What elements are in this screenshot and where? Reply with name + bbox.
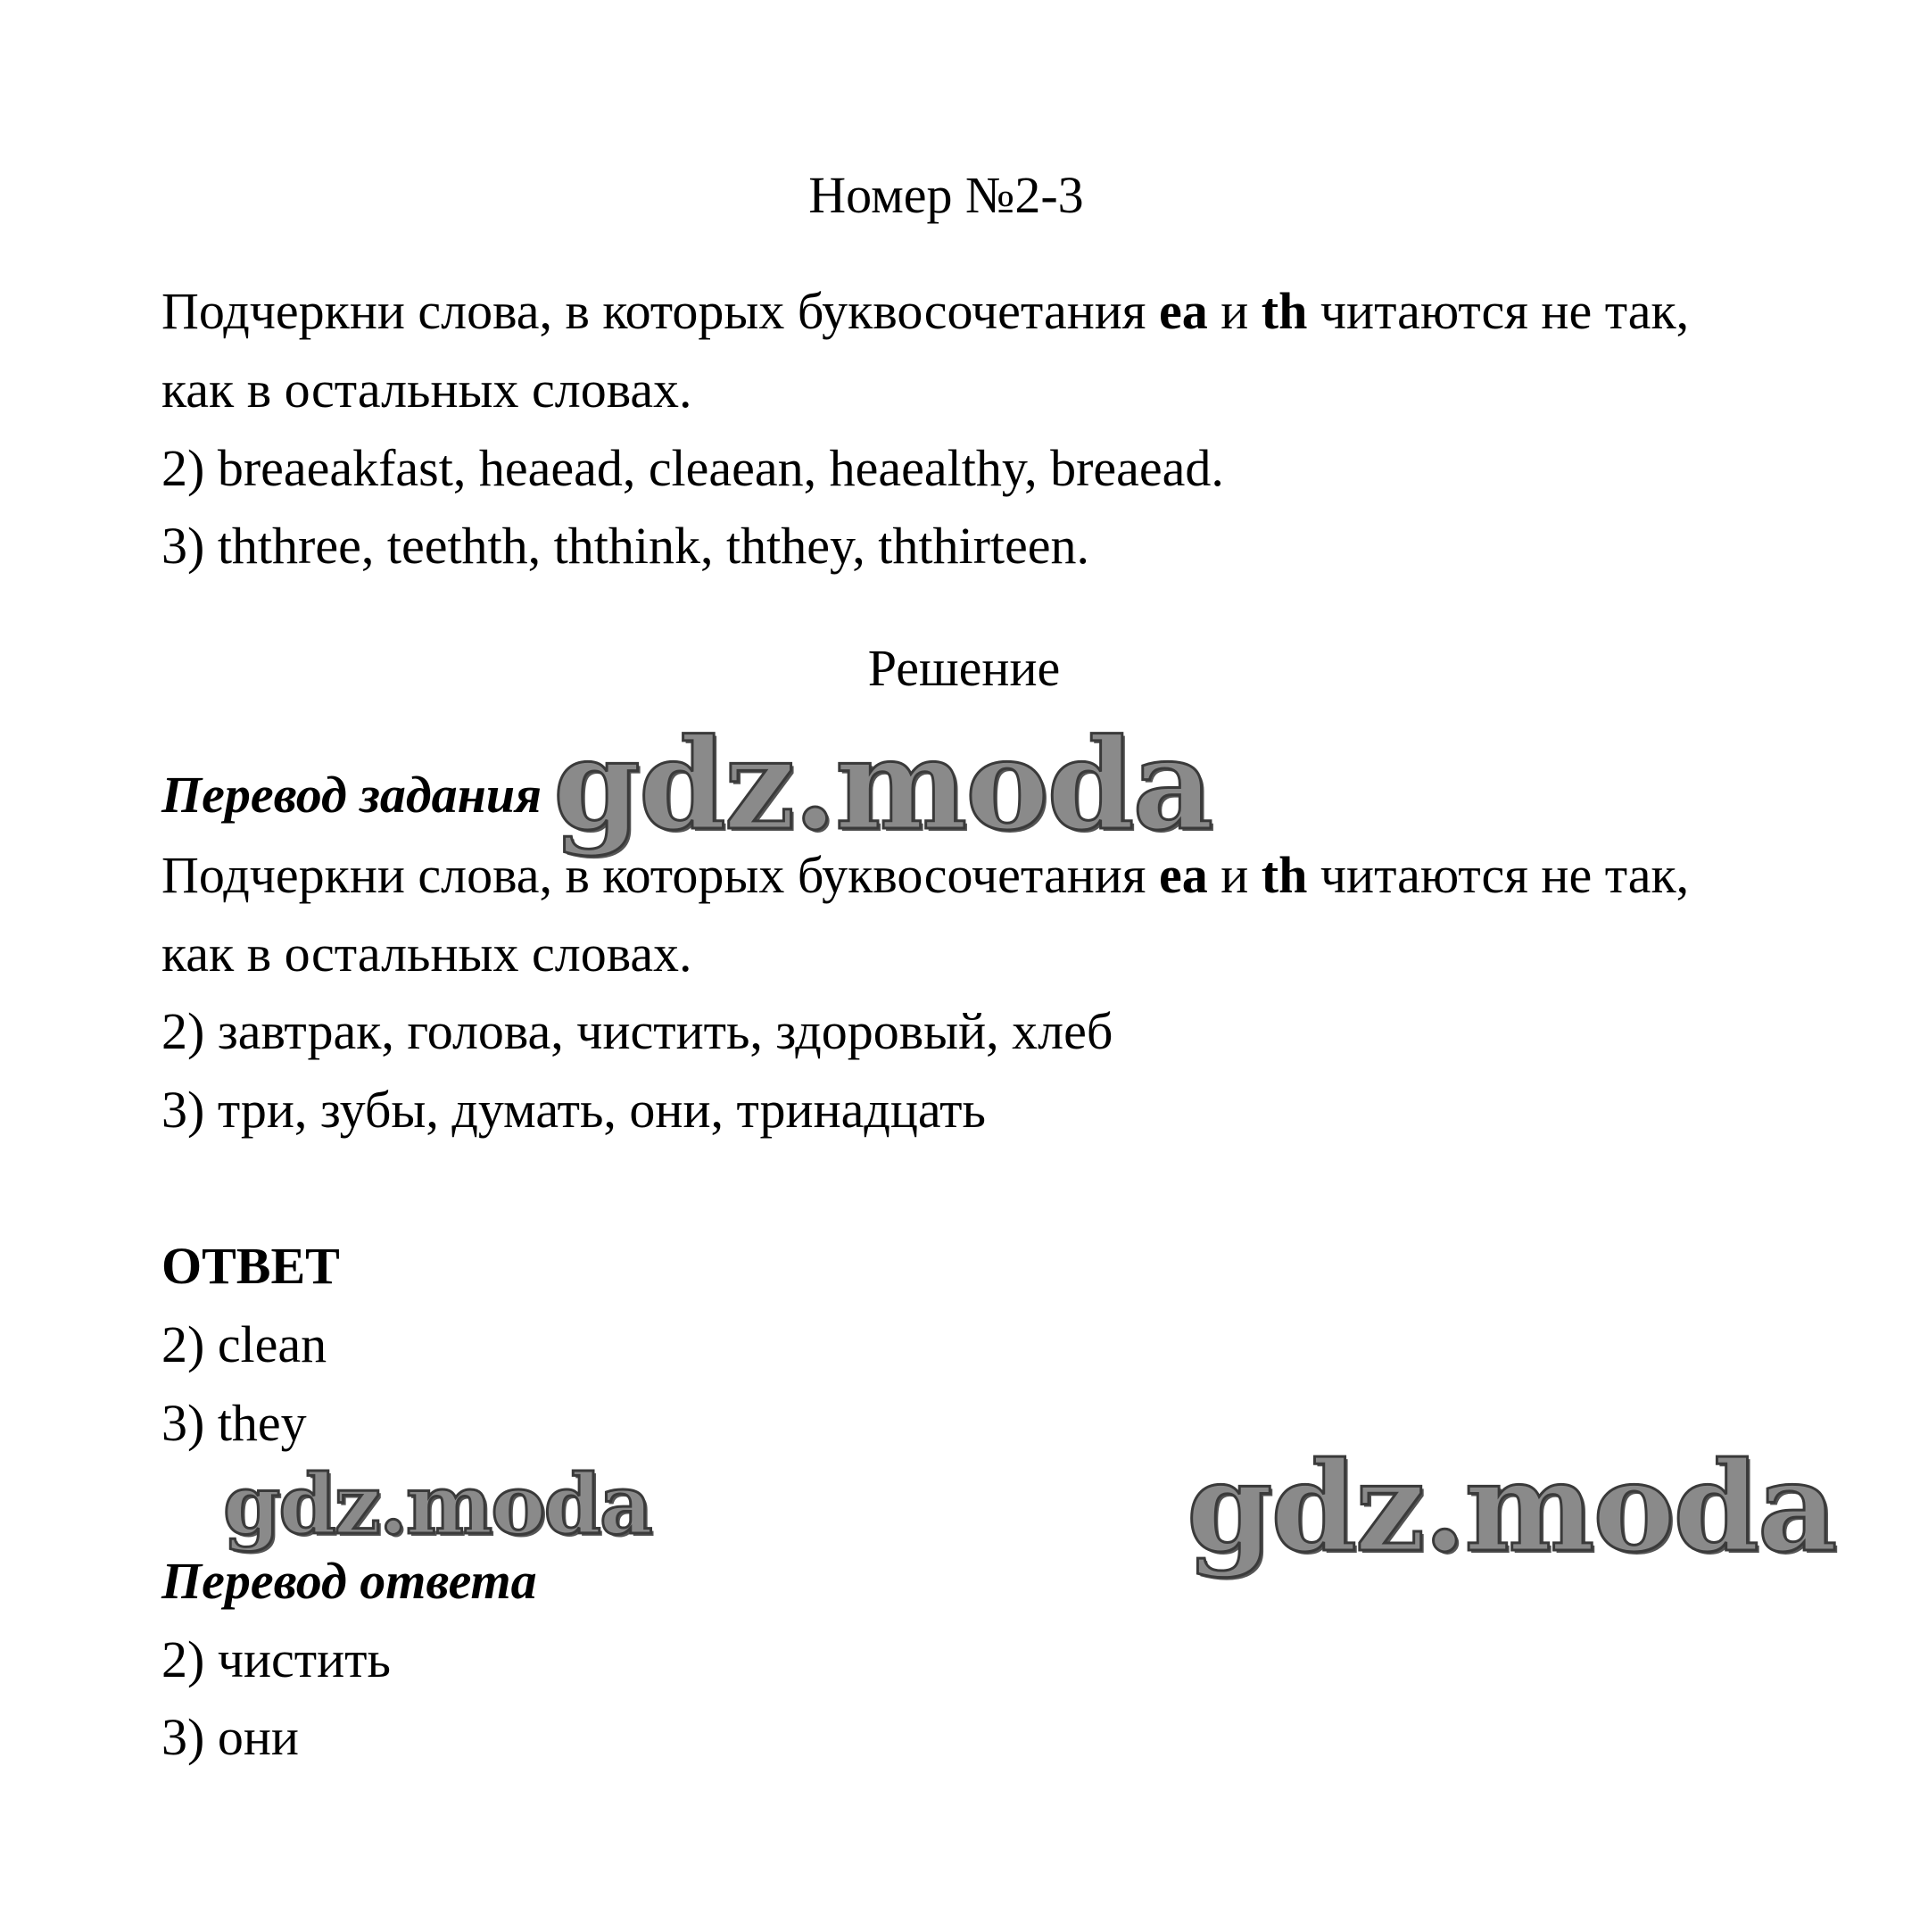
translation-instruction-line-2: как в остальных словах.: [161, 925, 692, 983]
answer-translation-heading: Перевод ответа: [161, 1552, 537, 1610]
answer-translation-item-2: 2) чистить: [161, 1630, 391, 1688]
translation-text-start: Подчеркни слова, в которых буквосочетания: [161, 846, 1159, 904]
answer-heading: ОТВЕТ: [161, 1237, 340, 1295]
watermark-logo-top: gdz.moda: [553, 712, 1212, 858]
task-instruction-line-1: [161, 282, 1690, 340]
translation-letter-combo-th: th: [1261, 846, 1308, 904]
task-instruction-text-start: Подчеркни слова, в которых буквосочетания: [161, 282, 1159, 340]
task-item-2: 2) breaeakfast, heaead, cleaean, heaealthy, breaead.: [161, 439, 1224, 497]
solution-heading: Решение: [867, 639, 1061, 697]
watermark-logo-right: gdz.moda: [1187, 1434, 1836, 1580]
task-instruction-conjunction: и: [1207, 282, 1262, 340]
letter-combo-th: th: [1261, 282, 1308, 340]
task-item-3: 3) ththree, teethth, ththink, ththey, ththirteen.: [161, 517, 1089, 575]
task-instruction-text-end: читаются не так,: [1307, 282, 1690, 340]
translation-text-end: читаются не так,: [1307, 846, 1690, 904]
task-translation-heading: Перевод задания: [161, 766, 542, 824]
translation-item-2: 2) завтрак, голова, чистить, здоровый, хлеб: [161, 1002, 1113, 1060]
translation-conjunction: и: [1207, 846, 1262, 904]
answer-item-2: 2) clean: [161, 1315, 327, 1373]
translation-instruction-line-1: [161, 846, 1690, 904]
letter-combo-ea: ea: [1158, 282, 1208, 340]
translation-item-3: 3) три, зубы, думать, они, тринадцать: [161, 1081, 986, 1139]
answer-item-3: 3) they: [161, 1394, 307, 1452]
page-title: Номер №2-3: [808, 166, 1084, 224]
task-instruction-line-2: как в остальных словах.: [161, 361, 692, 419]
watermark-logo-left: gdz.moda: [223, 1456, 651, 1553]
answer-translation-item-3: 3) они: [161, 1708, 299, 1766]
translation-letter-combo-ea: ea: [1158, 846, 1208, 904]
